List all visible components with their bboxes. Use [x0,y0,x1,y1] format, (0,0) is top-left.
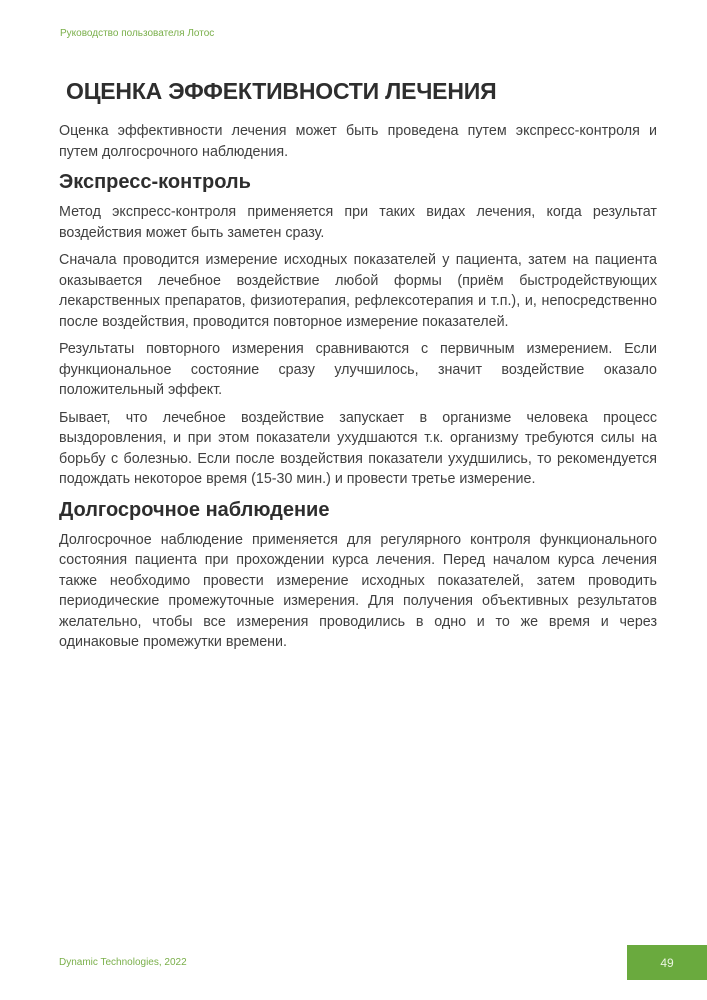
document-body [59,121,657,660]
page-number-badge [627,945,707,980]
paragraph: Долгосрочное наблюдение применяется для регулярного контроля функционального состояния пациента при прохождении курса лечения. Перед началом курса лечения также необходимо провести измерение исходных показателей, затем проводить периодические промежуточные измерения. Для получения объективных результатов желательно, чтобы все измерения проводились в одно и то же время и через одинаковые промежутки времени. [59,531,657,650]
section-heading-express-control: Экспресс-контроль [59,171,251,193]
footer-company: Dynamic Technologies, 2022 [59,957,187,968]
paragraph: Результаты повторного измерения сравниваются с первичным измерением. Если функциональное состояние сразу улучшилось, значит воздействие оказало положительный эффект. [59,341,657,398]
page-title: ОЦЕНКА ЭФФЕКТИВНОСТИ ЛЕЧЕНИЯ [66,78,497,104]
paragraph: Метод экспресс-контроля применяется при таких видах лечения, когда результат воздействия может быть заметен сразу. [59,204,657,241]
running-header: Руководство пользователя Лотос [60,28,215,39]
section-heading-long-term-observation: Долгосрочное наблюдение [59,498,330,521]
intro-paragraph: Оценка эффективности лечения может быть проведена путем экспресс-контроля и путем долгосрочного наблюдения. [59,123,657,160]
paragraph: Бывает, что лечебное воздействие запускает в организме человека процесс выздоровления, и при этом показатели ухудшаются т.к. организму требуются силы на борьбу с болезнью. Если после воздействия показатели ухудшились, то рекомендуется подождать некоторое время (15-30 мин.) и провести третье измерение. [59,409,657,487]
page-number: 49 [660,955,674,970]
paragraph: Сначала проводится измерение исходных показателей у пациента, затем на пациента оказывается лечебное воздействие любой формы (приём быстродействующих лекарственных препаратов, физиотерапия, рефлексотерапия и т.п.), и, непосредственно после воздействия, проводится повторное измерение показателей. [59,252,657,330]
